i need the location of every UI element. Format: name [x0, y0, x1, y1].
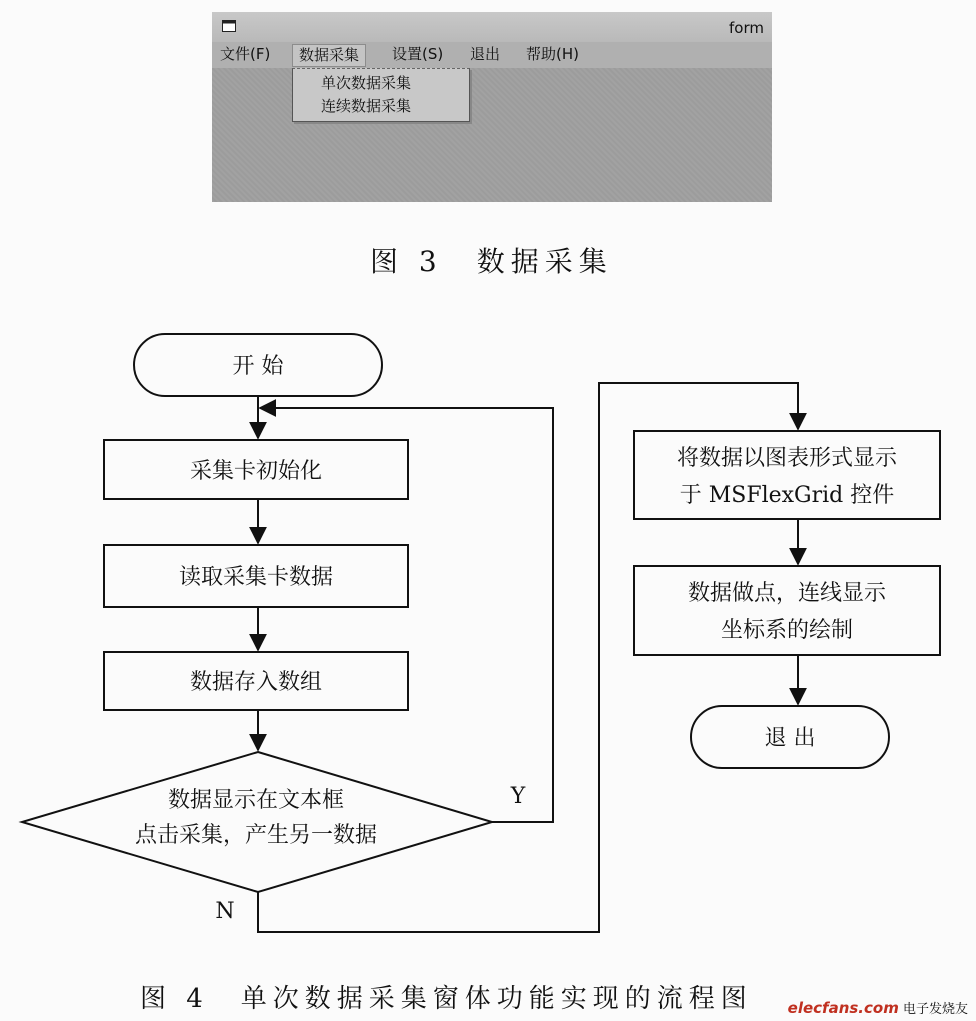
step-plot-label-line1: 数据做点，连线显示 [687, 581, 887, 606]
decision-label-line1: 数据显示在文本框 [167, 788, 345, 813]
menu-exit[interactable]: 退出 [470, 45, 501, 63]
step-store-label: 数据存入数组 [189, 670, 323, 695]
step-display-grid-label-line1: 将数据以图表形式显示 [676, 446, 898, 471]
step-init-label: 采集卡初始化 [189, 459, 323, 484]
menu-settings[interactable]: 设置(S) [392, 45, 444, 63]
menu-item-continuous-acquisition[interactable]: 连续数据采集 [321, 97, 412, 115]
no-label: N [215, 899, 235, 924]
watermark [788, 998, 968, 1017]
figure4-caption: 图 4 单次数据采集窗体功能实现的流程图 [140, 984, 753, 1014]
decision-diamond [22, 752, 492, 892]
decision-label-line2: 点击采集，产生另一数据 [134, 823, 378, 848]
step-plot-label-line2: 坐标系的绘制 [720, 618, 854, 643]
yes-label: Y [510, 784, 526, 809]
watermark-text: 电子发烧友 [902, 1002, 968, 1017]
menu-item-single-acquisition[interactable]: 单次数据采集 [321, 74, 412, 92]
menu-help[interactable]: 帮助(H) [526, 45, 579, 63]
figure3-caption: 图 3 数据采集 [370, 245, 613, 278]
watermark-brand: elecfans.com [787, 999, 899, 1017]
step-display-grid-label-line2: 于 MSFlexGrid 控件 [679, 483, 895, 508]
start-label: 开 始 [232, 354, 284, 379]
end-label: 退 出 [764, 726, 816, 751]
menu-file[interactable]: 文件(F) [220, 45, 271, 63]
step-read-label: 读取采集卡数据 [178, 565, 334, 590]
menu-data-acquisition[interactable]: 数据采集 [292, 44, 366, 67]
window-title: form [729, 19, 764, 37]
